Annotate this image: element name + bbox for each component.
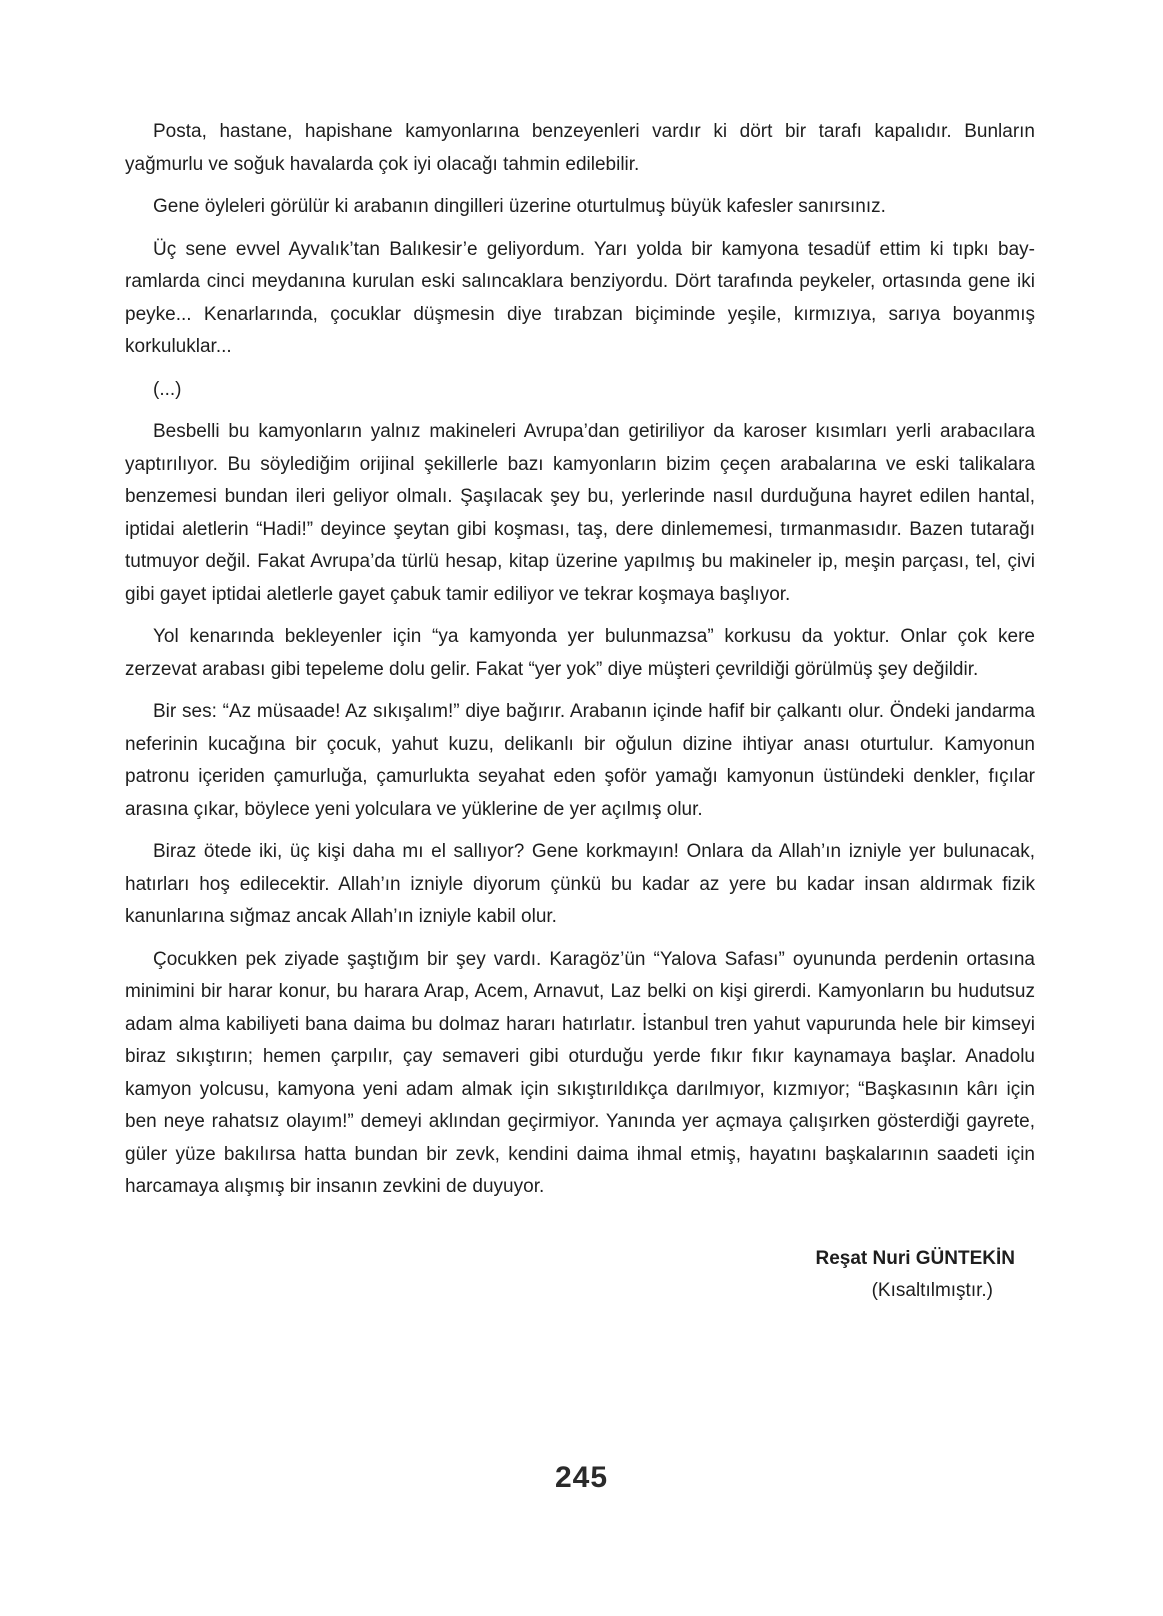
author-name: Reşat Nuri GÜNTEKİN — [815, 1248, 1015, 1269]
paragraph-7: Biraz ötede iki, üç kişi daha mı el sallıyor? Gene korkmayın! Onlara da Allah’ın izniyle yer bulunacak, hatırları hoş edilecektir. Allah’ın izniyle diyorum çünkü bu kadar az yere bu kadar insan aldırmak fizik kanunlarına sığmaz ancak Allah’ın izniyle kabil olur. — [125, 841, 1035, 927]
paragraph-5: Yol kenarında bekleyenler için “ya kamyonda yer bulunmazsa” korkusu da yoktur. Onlar çok kere zerzevat arabası gibi tepeleme dolu gelir. Fakat “yer yok” diye müşteri çevrildiği görülmüş şey değildir. — [125, 626, 1035, 680]
paragraph-ellipsis: (...) — [153, 378, 182, 400]
paragraph-3: Üç sene evvel Ayvalık’tan Balıkesir’e geliyordum. Yarı yolda bir kamyona tesadüf ettim ki tıpkı bayramlarda cinci meydanına kurulan eski salıncaklara benziyordu. Dört tarafında peykeler, ortasında gene iki peyke... Kenarlarında, çocuklar düşmesin diye tırabzan biçiminde yeşile, kırmızıya, sarıya boyanmış korkuluklar... — [125, 238, 1035, 357]
paragraph-8: Çocukken pek ziyade şaştığım bir şey vardı. Karagöz’ün “Yalova Safası” oyununda perdenin ortasına minimini bir harar konur, bu harara Arap, Acem, Arnavut, Laz belki on kişi girerdi. Kamyonların bu hudutsuz adam alma kabiliyeti bana daima bu dolmaz hararı hatırlatır. İstanbul tren yahut vapurunda hele bir kimseyi biraz sıkıştırın; hemen çarpılır, çay semaveri gibi oturduğu yerde fıkır fıkır kaynamaya başlar. Anadolu kamyon yolcusu, kamyona yeni adam almak için sıkıştırıldıkça darılmıyor, kızmıyor; “Başkasının kârı için ben neye rahatsız olayım!” demeyi aklından geçirmiyor. Yanında yer açmaya çalışırken gösterdiği gayrete, güler yüze bakılırsa hatta bundan bir zevk, kendini daima ihmal etmiş, hayatını başkalarının saadeti için harcamaya alışmış bir insanın zevkini de duyuyor. — [125, 948, 1035, 1197]
page-number: 245 — [554, 1461, 609, 1494]
body-text — [125, 116, 1035, 1214]
signature-block — [815, 1243, 1015, 1307]
paragraph-4: Besbelli bu kamyonların yalnız makineleri Avrupa’dan getiriliyor da karoser kısımları yerli arabacılara yaptırılıyor. Bu söylediğim orijinal şekillerle bazı kamyonların bizim çeçen arabalarına ve eski talikalara benzemesi bundan ileri geliyor olmalı. Şaşılacak şey bu, yerlerinde nasıl durduğuna hayret edilen hantal, iptidai aletlerin “Hadi!” deyince şeytan gibi koşması, taş, dere dinlememesi, tırmanmasıdır. Bazen tutarağı tutmuyor değil. Fakat Avrupa’da türlü hesap, kitap üzerine yapılmış bu makineler ip, meşin parçası, tel, çivi gibi gayet iptidai aletlerle gayet çabuk tamir ediliyor ve tekrar koşmaya başlıyor. — [125, 421, 1035, 605]
paragraph-2: Gene öyleleri görülür ki arabanın dingilleri üzerine oturtulmuş büyük kafesler sanırsınız. — [153, 196, 886, 217]
abridged-note: (Kısaltılmıştır.) — [871, 1280, 993, 1301]
paragraph-6: Bir ses: “Az müsaade! Az sıkışalım!” diye bağırır. Arabanın içinde hafif bir çalkantı olur. Öndeki jandarma neferinin kucağına bir çocuk, yahut kuzu, delikanlı bir oğulun dizine ihtiyar anası oturtulur. Kamyonun patronu içeriden çamurluğa, çamurlukta seyahat eden şoför yamağı kamyonun üstündeki denkler, fıçılar arasına çıkar, böylece yeni yolculara ve yüklerine de yer açılmış olur. — [125, 701, 1035, 820]
paragraph-1: Posta, hastane, hapishane kamyonlarına benzeyenleri vardır ki dört bir tarafı kapalıdır. Bunların yağmurlu ve soğuk havalarda çok iyi olacağı tahmin edilebilir. — [125, 121, 1035, 175]
